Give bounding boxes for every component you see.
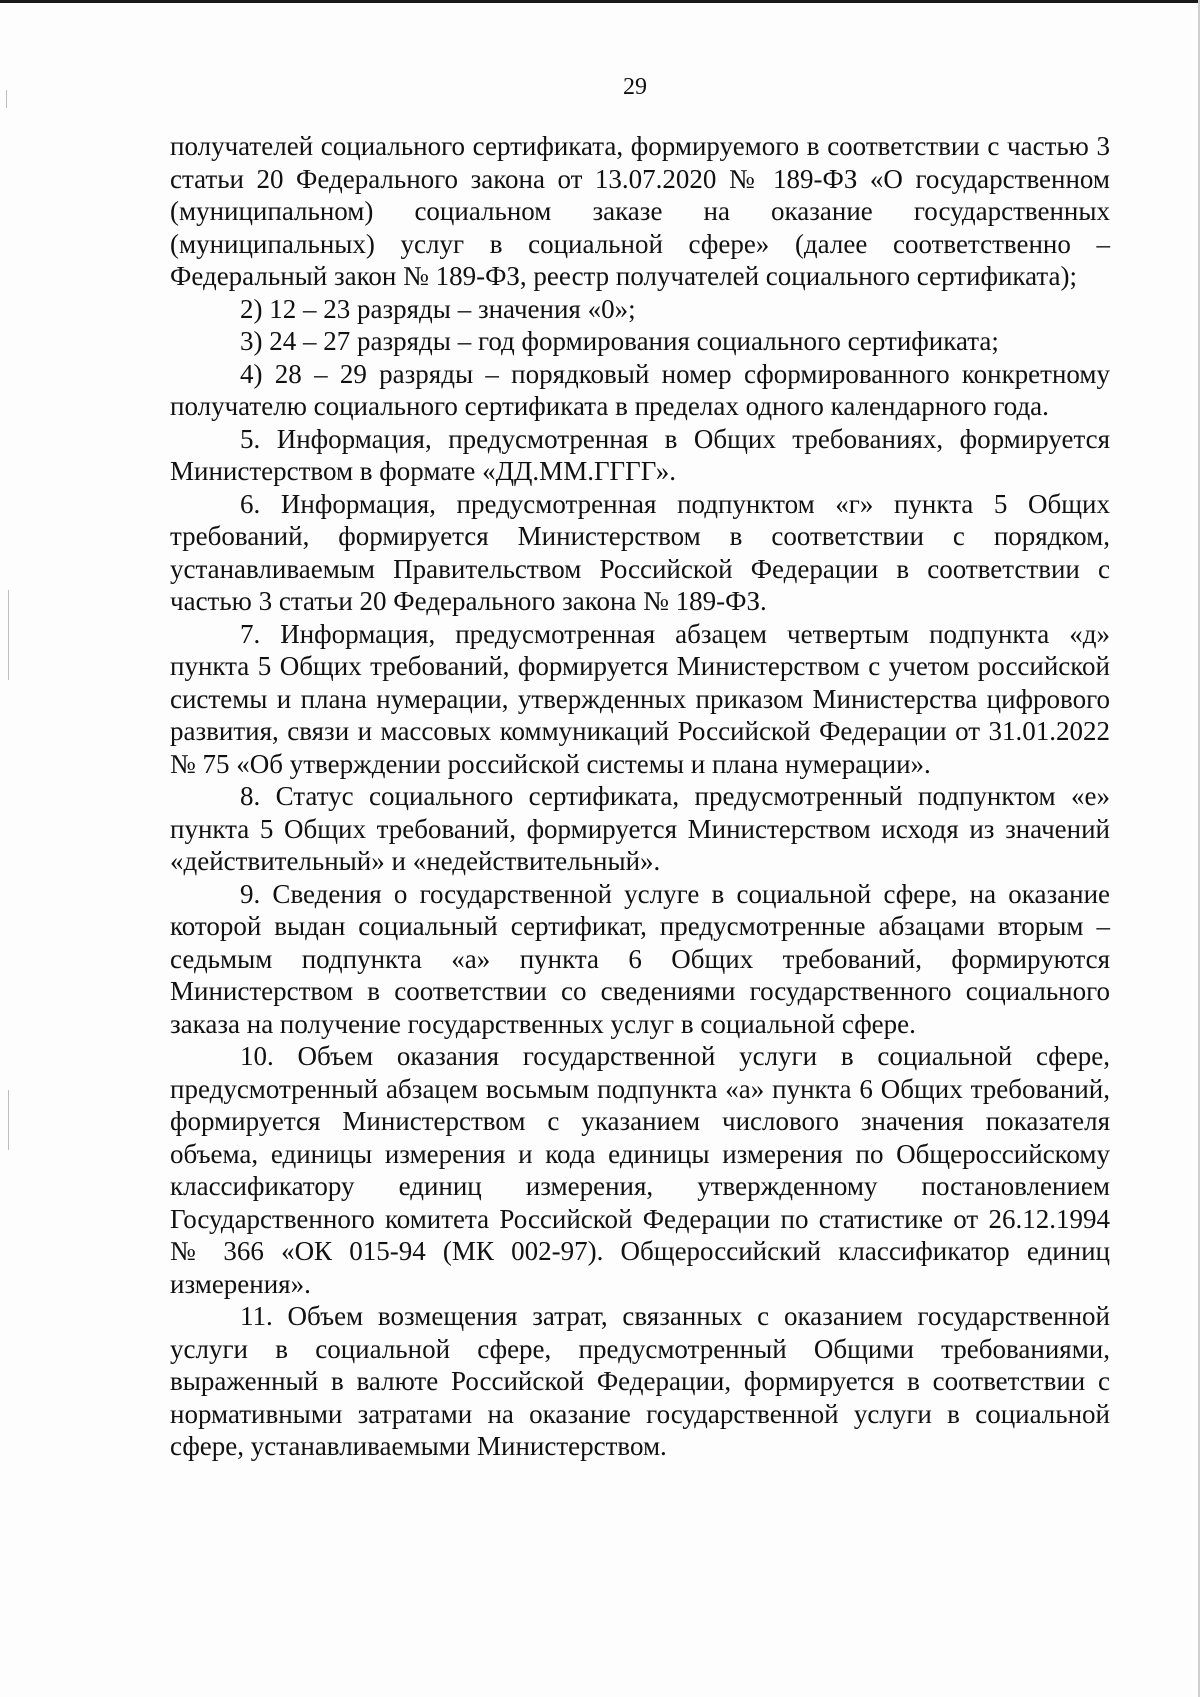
paragraph-8: 8. Статус социального сертификата, предусмотренный подпунктом «е» пункта 5 Общих требований, формируется Министерством исходя из значений «действительный» и «недействительный». <box>170 781 1110 876</box>
list-item-4: 4) 28 – 29 разряды – порядковый номер сформированного конкретному получателю социального сертификата в пределах одного календарного года. <box>170 358 1110 421</box>
scan-top-edge <box>0 0 1200 3</box>
list-item-2: 2) 12 – 23 разряды – значения «0»; <box>240 293 636 324</box>
paragraph-6: 6. Информация, предусмотренная подпунктом «г» пункта 5 Общих требований, формируется Министерством в соответствии с порядком, устанавливаемым Правительством Российской Федерации в соответствии с частью 3 статьи 20 Федерального закона № 189-ФЗ. <box>170 488 1110 616</box>
page-number: 29 <box>623 74 647 100</box>
scan-margin-mark <box>8 1090 9 1150</box>
paragraph-10: 10. Объем оказания государственной услуги в социальной сфере, предусмотренный абзацем восьмым подпункта «а» пункта 6 Общих требований, формируется Министерством с указанием числового значения показателя объема, единицы измерения и кода единицы измерения по Общероссийскому классификатору единиц измерения, утвержденному постановлением Государственного комитета Российской Федерации по статистике от 26.12.1994 № 366 «ОК 015-94 (МК 002-97). Общероссийский классификатор единиц измерения». <box>170 1041 1110 1299</box>
document-body <box>170 130 1110 1463</box>
paragraph-9: 9. Сведения о государственной услуге в социальной сфере, на оказание которой выдан социальный сертификат, предусмотренные абзацами вторым – седьмым подпункта «а» пункта 6 Общих требований, формируются Министерством в соответствии со сведениями государственного социального заказа на получение государственных услуг в социальной сфере. <box>170 878 1110 1039</box>
paragraph-5: 5. Информация, предусмотренная в Общих требованиях, формируется Министерством в формате «ДД.ММ.ГГГГ». <box>170 423 1110 486</box>
paragraph-11: 11. Объем возмещения затрат, связанных с оказанием государственной услуги в социальной сфере, предусмотренный Общими требованиями, выраженный в валюте Российской Федерации, формируется в соответствии с нормативными затратами на оказание государственной услуги в социальной сфере, устанавливаемыми Министерством. <box>170 1301 1110 1461</box>
paragraph-7: 7. Информация, предусмотренная абзацем четвертым подпункта «д» пункта 5 Общих требований, формируется Министерством с учетом российской системы и плана нумерации, утвержденных приказом Министерства цифрового развития, связи и массовых коммуникаций Российской Федерации от 31.01.2022 № 75 «Об утверждении российской системы и плана нумерации». <box>170 618 1110 779</box>
scan-margin-mark <box>8 590 9 680</box>
list-item-3: 3) 24 – 27 разряды – год формирования социального сертификата; <box>240 326 999 356</box>
paragraph-continuation: получателей социального сертификата, формируемого в соответствии с частью 3 статьи 20 Федерального закона от 13.07.2020 № 189-ФЗ «О государственном (муниципальном) социальном заказе на оказание государственных (муниципальных) услуг в социальной сфере» (далее соответственно – Федеральный закон № 189-ФЗ, реестр получателей социального сертификата); <box>170 131 1110 291</box>
